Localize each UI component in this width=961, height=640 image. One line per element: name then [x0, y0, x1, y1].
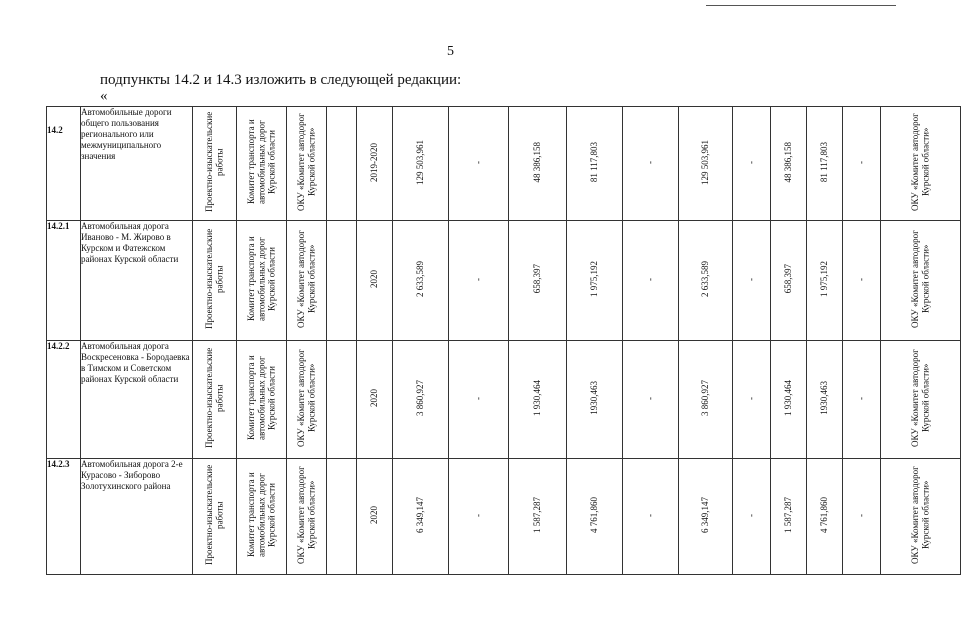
cell-text-executor: ОКУ «Комитет автодорог Курской области»	[910, 113, 931, 211]
cell-text-customer: ОКУ «Комитет автодорог Курской области»	[296, 466, 317, 564]
cell-text-ministry: Комитет транспорта и автомобильных дорог Курской области	[245, 355, 277, 441]
cell-total2	[679, 459, 733, 575]
cell-other	[567, 459, 623, 575]
table-row	[47, 107, 961, 221]
cell-text-other: 1930,463	[589, 381, 600, 415]
cell-reg2	[771, 221, 807, 341]
top-rule	[706, 5, 896, 6]
cell-text-total: 2 633,589	[415, 261, 426, 297]
cell-c16	[843, 107, 881, 221]
cell-text-years: 2020	[369, 270, 380, 288]
cell-total	[393, 459, 449, 575]
cell-text-fed: -	[473, 396, 484, 400]
cell-text-total: 3 860,927	[415, 380, 426, 416]
cell-text-fed: -	[473, 160, 484, 164]
cell-text-reg: 658,397	[532, 264, 543, 294]
cell-empty	[327, 459, 357, 575]
cell-ministry	[237, 107, 287, 221]
cell-text-reg2: 1 587,287	[783, 497, 794, 533]
cell-ministry	[237, 221, 287, 341]
cell-text-c16: -	[856, 513, 867, 517]
cell-total2	[679, 107, 733, 221]
object-name: Автомобильные дороги общего пользования регионального или межмуниципального значения	[81, 107, 172, 161]
cell-text-total2: 2 633,589	[700, 261, 711, 297]
cell-text-total: 6 349,147	[415, 497, 426, 533]
object-name-cell	[81, 221, 193, 341]
cell-executor	[881, 107, 961, 221]
cell-years	[357, 459, 393, 575]
row-number-cell	[47, 341, 81, 459]
cell-fed	[449, 341, 509, 459]
cell-total	[393, 107, 449, 221]
cell-other2	[807, 459, 843, 575]
cell-work	[193, 341, 237, 459]
object-name: Автомобильная дорога 2-е Курасово - Зиборово Золотухинского района	[81, 459, 183, 491]
cell-other	[567, 341, 623, 459]
cell-c16	[843, 459, 881, 575]
cell-c11	[623, 341, 679, 459]
cell-text-other2: 1 975,192	[819, 261, 830, 297]
object-name-cell	[81, 341, 193, 459]
cell-executor	[881, 341, 961, 459]
cell-text-total2: 3 860,927	[700, 380, 711, 416]
cell-ministry	[237, 341, 287, 459]
cell-executor	[881, 459, 961, 575]
cell-text-other2: 4 761,860	[819, 497, 830, 533]
cell-c11	[623, 459, 679, 575]
cell-text-other: 1 975,192	[589, 261, 600, 297]
cell-text-work: Проектно-изыскательские работы	[204, 228, 225, 330]
cell-c11	[623, 221, 679, 341]
cell-customer	[287, 221, 327, 341]
cell-text-years: 2019-2020	[369, 142, 380, 182]
cell-text-customer: ОКУ «Комитет автодорог Курской области»	[296, 113, 317, 211]
row-number: 14.2	[47, 125, 63, 135]
row-number: 14.2.1	[47, 221, 70, 231]
page-number: 5	[447, 44, 454, 59]
cell-text-other: 81 117,803	[589, 141, 600, 183]
cell-text-c16: -	[856, 396, 867, 400]
cell-other	[567, 221, 623, 341]
cell-text-c11: -	[645, 277, 656, 281]
cell-reg	[509, 459, 567, 575]
cell-text-ministry: Комитет транспорта и автомобильных дорог Курской области	[245, 119, 277, 205]
cell-reg	[509, 221, 567, 341]
cell-text-work: Проектно-изыскательские работы	[204, 347, 225, 449]
cell-text-other: 4 761,860	[589, 497, 600, 533]
cell-text-reg: 1 930,464	[532, 380, 543, 416]
cell-empty	[327, 341, 357, 459]
cell-text-fed: -	[473, 277, 484, 281]
table-row	[47, 221, 961, 341]
cell-text-c13: -	[746, 513, 757, 517]
cell-text-reg2: 48 386,158	[783, 141, 794, 183]
cell-c13	[733, 221, 771, 341]
object-name: Автомобильная дорога Иваново - М. Жирово в Курском и Фатежском районах Курской области	[81, 221, 179, 264]
cell-text-work: Проектно-изыскательские работы	[204, 464, 225, 566]
cell-work	[193, 221, 237, 341]
intro-text: подпункты 14.2 и 14.3 изложить в следующей редакции:	[100, 72, 462, 88]
cell-fed	[449, 107, 509, 221]
cell-other2	[807, 107, 843, 221]
cell-text-years: 2020	[369, 506, 380, 524]
cell-text-executor: ОКУ «Комитет автодорог Курской области»	[910, 349, 931, 447]
cell-other2	[807, 221, 843, 341]
cell-text-fed: -	[473, 513, 484, 517]
cell-reg2	[771, 341, 807, 459]
cell-text-total2: 6 349,147	[700, 497, 711, 533]
cell-customer	[287, 459, 327, 575]
cell-text-c11: -	[645, 160, 656, 164]
table-row	[47, 459, 961, 575]
cell-reg2	[771, 459, 807, 575]
cell-empty	[327, 221, 357, 341]
cell-c11	[623, 107, 679, 221]
cell-text-other2: 81 117,803	[819, 141, 830, 183]
object-name: Автомобильная дорога Воскресеновка - Бородаевка в Тимском и Советском районах Курской области	[81, 341, 190, 384]
row-number: 14.2.3	[47, 459, 70, 469]
cell-text-c16: -	[856, 160, 867, 164]
cell-total	[393, 341, 449, 459]
cell-text-ministry: Комитет транспорта и автомобильных дорог Курской области	[245, 236, 277, 322]
row-number-cell	[47, 107, 81, 221]
cell-text-c11: -	[645, 396, 656, 400]
opening-quote: «	[100, 88, 108, 104]
cell-fed	[449, 459, 509, 575]
cell-customer	[287, 341, 327, 459]
table-body	[47, 107, 961, 575]
cell-text-years: 2020	[369, 389, 380, 407]
row-number-cell	[47, 459, 81, 575]
cell-c13	[733, 107, 771, 221]
cell-text-c13: -	[746, 396, 757, 400]
cell-text-reg: 1 587,287	[532, 497, 543, 533]
cell-years	[357, 221, 393, 341]
cell-other2	[807, 341, 843, 459]
cell-text-ministry: Комитет транспорта и автомобильных дорог Курской области	[245, 472, 277, 558]
cell-text-c13: -	[746, 160, 757, 164]
cell-reg2	[771, 107, 807, 221]
cell-ministry	[237, 459, 287, 575]
cell-text-total: 129 503,961	[415, 139, 426, 185]
cell-c13	[733, 459, 771, 575]
cell-empty	[327, 107, 357, 221]
cell-years	[357, 341, 393, 459]
program-table	[46, 106, 961, 575]
cell-other	[567, 107, 623, 221]
cell-total2	[679, 221, 733, 341]
cell-years	[357, 107, 393, 221]
table-row	[47, 341, 961, 459]
object-name-cell	[81, 459, 193, 575]
cell-text-customer: ОКУ «Комитет автодорог Курской области»	[296, 349, 317, 447]
cell-text-c11: -	[645, 513, 656, 517]
cell-reg	[509, 341, 567, 459]
cell-executor	[881, 221, 961, 341]
cell-text-reg2: 658,397	[783, 264, 794, 294]
cell-reg	[509, 107, 567, 221]
object-name-cell	[81, 107, 193, 221]
cell-fed	[449, 221, 509, 341]
cell-c16	[843, 221, 881, 341]
cell-text-reg: 48 386,158	[532, 141, 543, 183]
cell-text-other2: 1930,463	[819, 381, 830, 415]
cell-text-c16: -	[856, 277, 867, 281]
row-number: 14.2.2	[47, 341, 70, 351]
cell-text-c13: -	[746, 277, 757, 281]
cell-total2	[679, 341, 733, 459]
cell-text-work: Проектно-изыскательские работы	[204, 111, 225, 213]
row-number-cell	[47, 221, 81, 341]
cell-text-reg2: 1 930,464	[783, 380, 794, 416]
cell-c13	[733, 341, 771, 459]
cell-text-customer: ОКУ «Комитет автодорог Курской области»	[296, 230, 317, 328]
cell-text-executor: ОКУ «Комитет автодорог Курской области»	[910, 230, 931, 328]
cell-c16	[843, 341, 881, 459]
cell-customer	[287, 107, 327, 221]
cell-work	[193, 107, 237, 221]
cell-total	[393, 221, 449, 341]
cell-text-executor: ОКУ «Комитет автодорог Курской области»	[910, 466, 931, 564]
cell-work	[193, 459, 237, 575]
cell-text-total2: 129 503,961	[700, 139, 711, 185]
